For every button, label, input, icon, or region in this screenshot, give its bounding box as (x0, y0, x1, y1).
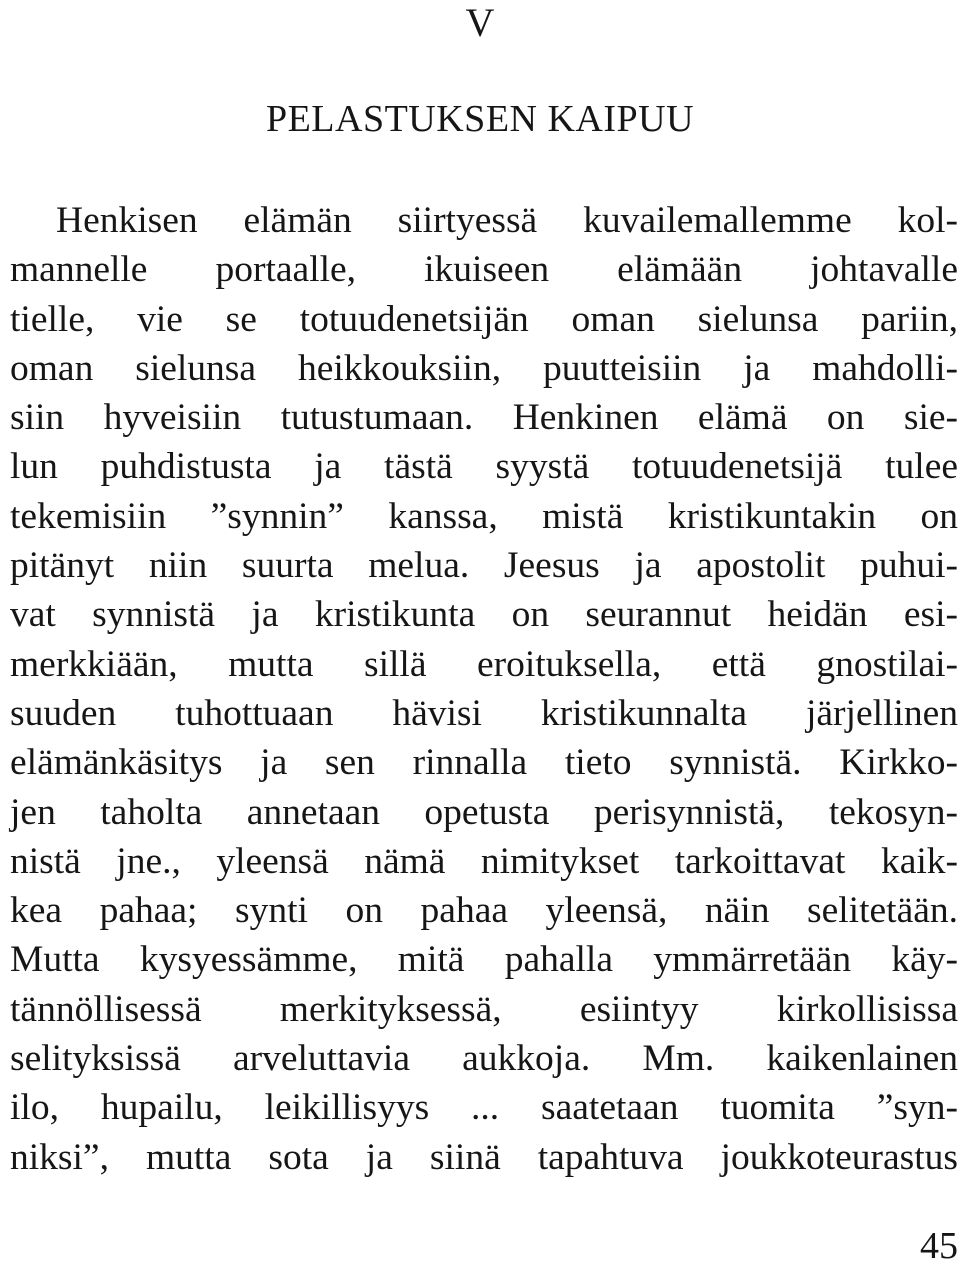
text-line: pitänyt niin suurta melua. Jeesus ja apostolit puhui- (10, 545, 958, 587)
chapter-number: V (465, 0, 495, 45)
text-line: Mutta kysyessämme, mitä pahalla ymmärretään käy- (10, 939, 958, 981)
text-line: siin hyveisiin tutustumaan. Henkinen elämä on sie- (10, 397, 958, 439)
text-line: tännöllisessä merkityksessä, esiintyy kirkollisissa (10, 988, 958, 1030)
text-line: tielle, vie se totuudenetsijän oman sielunsa pariin, (10, 298, 958, 340)
text-line: oman sielunsa heikkouksiin, puutteisiin ja mahdolli- (10, 347, 958, 389)
text-line: lun puhdistusta ja tästä syystä totuudenetsijä tulee (10, 446, 958, 488)
text-line: niksi”, mutta sota ja siinä tapahtuva joukkoteurastus (10, 1136, 958, 1178)
text-line: merkkiään, mutta sillä eroituksella, että gnostilai- (10, 643, 958, 685)
body-paragraph (10, 196, 958, 1182)
text-line: ilo, hupailu, leikillisyys ... saatetaan tuomita ”syn- (10, 1087, 958, 1129)
page-number: 45 (920, 1225, 958, 1267)
text-line: tekemisiin ”synnin” kanssa, mistä kristikuntakin on (10, 495, 958, 537)
text-line: elämänkäsitys ja sen rinnalla tieto synnistä. Kirkko- (10, 742, 958, 784)
text-line: selityksissä arveluttavia aukkoja. Mm. kaikenlainen (10, 1038, 958, 1080)
text-line: vat synnistä ja kristikunta on seurannut heidän esi- (10, 594, 958, 636)
text-line: kea pahaa; synti on pahaa yleensä, näin selitetään. (10, 890, 958, 932)
text-line: mannelle portaalle, ikuiseen elämään johtavalle (10, 249, 958, 291)
text-line: nistä jne., yleensä nämä nimitykset tarkoittavat kaik- (10, 840, 958, 882)
chapter-title: PELASTUKSEN KAIPUU (265, 98, 695, 140)
text-line: jen taholta annetaan opetusta perisynnistä, tekosyn- (10, 791, 958, 833)
text-line: Henkisen elämän siirtyessä kuvailemallemme kol- (56, 200, 958, 241)
text-line: suuden tuhottuaan hävisi kristikunnalta järjellinen (10, 692, 958, 734)
